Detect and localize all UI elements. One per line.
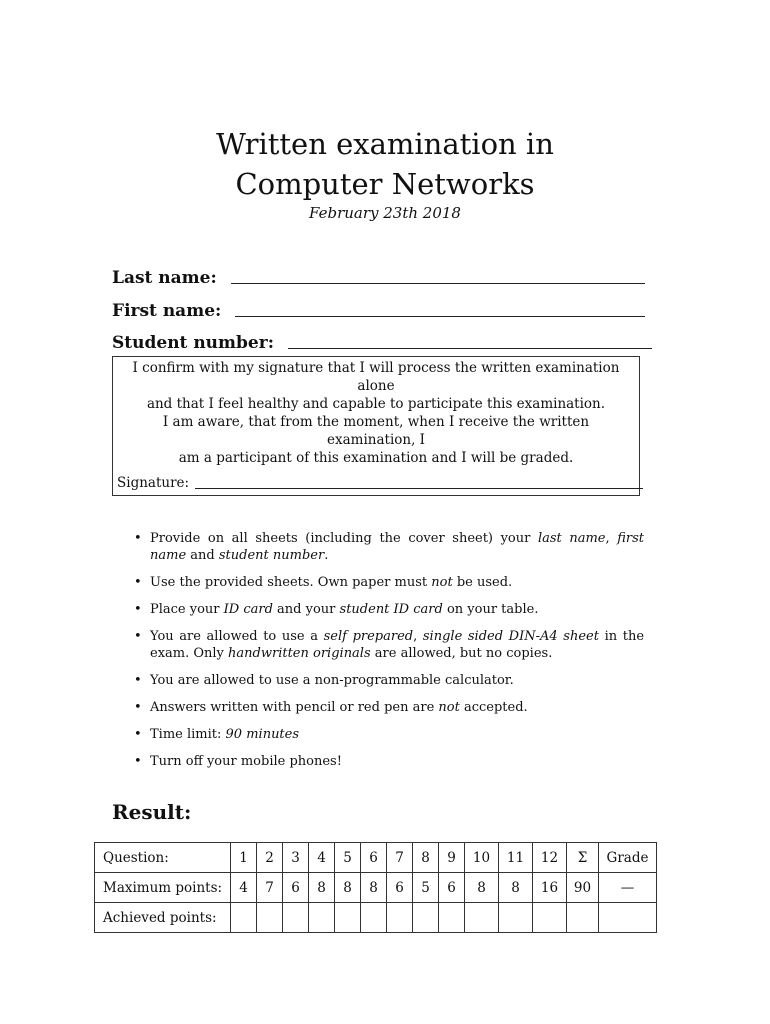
- first-name-line[interactable]: [235, 315, 645, 317]
- achieved-points-cell[interactable]: [387, 903, 413, 933]
- rules-list: [132, 530, 644, 780]
- question-number-cell: 4: [309, 843, 335, 873]
- achieved-points-cell[interactable]: [335, 903, 361, 933]
- achieved-grade-cell[interactable]: [599, 903, 657, 933]
- signature-field[interactable]: [117, 474, 643, 492]
- rule-item: [132, 574, 644, 591]
- question-number-cell: 11: [499, 843, 533, 873]
- row-label-max: Maximum points:: [95, 873, 231, 903]
- rule-text: Provide on all sheets (including the cover sheet) your: [150, 531, 538, 546]
- achieved-points-cell[interactable]: [361, 903, 387, 933]
- bullet-icon: •: [134, 673, 142, 688]
- sum-label-cell: Σ: [567, 843, 599, 873]
- rule-item: [132, 753, 644, 770]
- rule-text: in the exam. Only: [150, 629, 645, 661]
- bullet-icon: •: [134, 602, 142, 617]
- achieved-points-cell[interactable]: [465, 903, 499, 933]
- rule-emphasis: student number: [218, 548, 325, 563]
- rule-text: and your: [272, 602, 340, 617]
- rule-item: [132, 672, 644, 689]
- question-number-cell: 7: [387, 843, 413, 873]
- confirmation-line-4: am a participant of this examination and I will be graded.: [178, 450, 574, 466]
- rule-emphasis: first name: [150, 531, 644, 563]
- question-number-cell: 12: [533, 843, 567, 873]
- row-label-question: Question:: [95, 843, 231, 873]
- bullet-icon: •: [134, 531, 142, 546]
- last-name-label: Last name:: [112, 268, 217, 288]
- bullet-icon: •: [134, 754, 142, 769]
- student-number-label: Student number:: [112, 333, 274, 353]
- bullet-icon: •: [134, 700, 142, 715]
- rule-text: be used.: [452, 575, 513, 590]
- rule-text: ,: [413, 629, 423, 644]
- question-number-cell: 1: [231, 843, 257, 873]
- max-points-cell: 8: [335, 873, 361, 903]
- bullet-icon: •: [134, 629, 142, 644]
- rule-text: You are allowed to use a non-programmable calculator.: [150, 673, 514, 688]
- max-points-cell: 8: [361, 873, 387, 903]
- rule-emphasis: 90 minutes: [225, 727, 300, 742]
- table-row-max-points: [95, 873, 657, 903]
- signature-line[interactable]: [195, 488, 643, 489]
- table-row-achieved-points: [95, 903, 657, 933]
- question-number-cell: 3: [283, 843, 309, 873]
- rule-text: Time limit:: [150, 727, 226, 742]
- confirmation-line-2: and that I feel healthy and capable to participate this examination.: [146, 396, 606, 412]
- rule-text: on your table.: [442, 602, 539, 617]
- confirmation-line-1: I confirm with my signature that I will process the written examination alone: [132, 360, 620, 394]
- achieved-points-cell[interactable]: [283, 903, 309, 933]
- max-points-cell: 6: [387, 873, 413, 903]
- rule-text: Turn off your mobile phones!: [150, 754, 342, 769]
- max-points-cell: 16: [533, 873, 567, 903]
- question-number-cell: 5: [335, 843, 361, 873]
- bullet-icon: •: [134, 575, 142, 590]
- rule-item: [132, 726, 644, 743]
- rule-text: You are allowed to use a: [150, 629, 324, 644]
- bullet-icon: •: [134, 727, 142, 742]
- achieved-points-cell[interactable]: [413, 903, 439, 933]
- sum-value-cell: 90: [567, 873, 599, 903]
- exam-date: February 23th 2018: [309, 204, 461, 222]
- rule-text: accepted.: [459, 700, 528, 715]
- achieved-points-cell[interactable]: [231, 903, 257, 933]
- max-points-cell: 4: [231, 873, 257, 903]
- first-name-field[interactable]: [112, 301, 645, 321]
- question-number-cell: 6: [361, 843, 387, 873]
- rule-emphasis: not: [438, 700, 460, 715]
- rule-emphasis: handwritten originals: [228, 646, 371, 661]
- exam-title: [0, 124, 770, 204]
- grade-label-cell: Grade: [599, 843, 657, 873]
- student-number-line[interactable]: [288, 347, 652, 349]
- max-points-cell: 5: [413, 873, 439, 903]
- question-number-cell: 8: [413, 843, 439, 873]
- question-number-cell: 2: [257, 843, 283, 873]
- rule-item: [132, 628, 644, 662]
- rule-item: [132, 601, 644, 618]
- rule-text: are allowed, but no copies.: [370, 646, 553, 661]
- row-label-achieved: Achieved points:: [95, 903, 231, 933]
- rule-text: Answers written with pencil or red pen are: [150, 700, 439, 715]
- max-points-cell: 6: [283, 873, 309, 903]
- confirmation-line-3: I am aware, that from the moment, when I receive the written examination, I: [162, 414, 590, 448]
- last-name-field[interactable]: [112, 268, 645, 288]
- rule-text: and: [186, 548, 219, 563]
- signature-label: Signature:: [117, 475, 190, 491]
- grade-value-cell: —: [599, 873, 657, 903]
- achieved-sum-cell[interactable]: [567, 903, 599, 933]
- question-number-cell: 10: [465, 843, 499, 873]
- rule-text: ,: [605, 531, 618, 546]
- achieved-points-cell[interactable]: [309, 903, 335, 933]
- table-row-questions: [95, 843, 657, 873]
- max-points-cell: 7: [257, 873, 283, 903]
- rule-item: [132, 699, 644, 716]
- max-points-cell: 8: [465, 873, 499, 903]
- rule-emphasis: self prepared: [323, 629, 414, 644]
- result-table: [94, 842, 657, 933]
- max-points-cell: 8: [499, 873, 533, 903]
- confirmation-box: [112, 356, 640, 496]
- rule-emphasis: ID card: [223, 602, 273, 617]
- question-number-cell: 9: [439, 843, 465, 873]
- rule-emphasis: single sided DIN-A4 sheet: [422, 629, 599, 644]
- last-name-line[interactable]: [231, 282, 645, 284]
- rule-text: .: [324, 548, 329, 563]
- rule-text: Place your: [150, 602, 224, 617]
- rule-item: [132, 530, 644, 564]
- achieved-points-cell[interactable]: [257, 903, 283, 933]
- achieved-points-cell[interactable]: [533, 903, 567, 933]
- title-line-2: Computer Networks: [235, 167, 535, 201]
- achieved-points-cell[interactable]: [439, 903, 465, 933]
- max-points-cell: 6: [439, 873, 465, 903]
- title-line-1: Written examination in: [216, 127, 554, 161]
- rule-text: Use the provided sheets. Own paper must: [150, 575, 432, 590]
- result-heading: Result:: [112, 800, 192, 824]
- achieved-points-cell[interactable]: [499, 903, 533, 933]
- rule-emphasis: student ID card: [339, 602, 443, 617]
- student-number-field[interactable]: [112, 333, 652, 353]
- max-points-cell: 8: [309, 873, 335, 903]
- rule-emphasis: last name: [537, 531, 606, 546]
- first-name-label: First name:: [112, 301, 222, 321]
- rule-emphasis: not: [431, 575, 453, 590]
